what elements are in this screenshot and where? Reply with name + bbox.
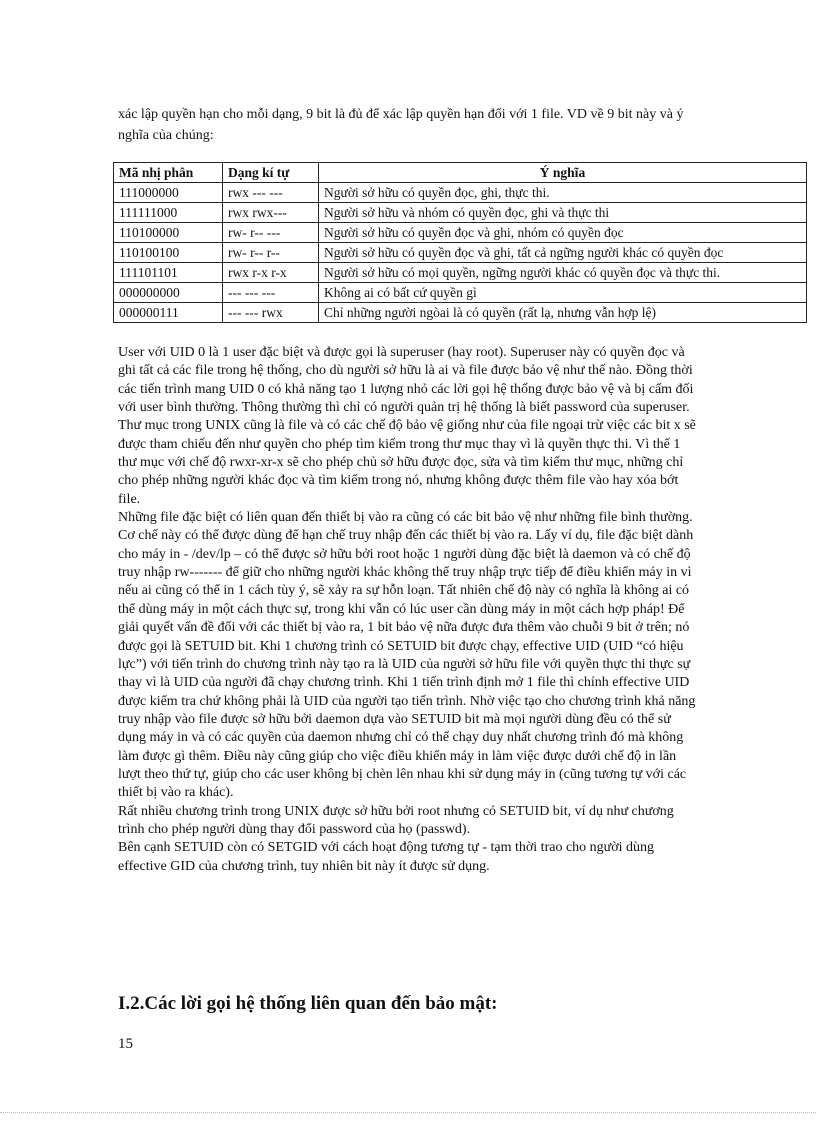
cell-char-form: --- --- rwx: [223, 303, 319, 323]
cell-char-form: rw- r-- r--: [223, 243, 319, 263]
footer-divider: [0, 1112, 816, 1113]
cell-char-form: --- --- ---: [223, 283, 319, 303]
body-text: [118, 344, 698, 876]
cell-meaning: Người sở hữu có quyền đọc và ghi, tất cả ngững người khác có quyền đọc: [319, 243, 807, 263]
cell-char-form: rwx r-x r-x: [223, 263, 319, 283]
permission-table: [113, 162, 807, 323]
table-row: [114, 303, 807, 323]
cell-binary: 110100000: [114, 223, 223, 243]
page-number: 15: [118, 1036, 133, 1052]
cell-binary: 110100100: [114, 243, 223, 263]
cell-meaning: Người sở hữu và nhóm có quyền đọc, ghi và thực thi: [319, 203, 807, 223]
header-binary: Mã nhị phân: [114, 163, 223, 183]
cell-char-form: rwx --- ---: [223, 183, 319, 203]
cell-meaning: Người sở hữu có mọi quyền, ngững người khác có quyền đọc và thực thi.: [319, 263, 807, 283]
cell-binary: 111111000: [114, 203, 223, 223]
section-heading: I.2.Các lời gọi hệ thống liên quan đến bảo mật:: [118, 993, 498, 1014]
paragraph-directories: Thư mục trong UNIX cũng là file và có các chế độ bảo vệ giống như của file ngoại trừ việc các bit x sẽ được tham chiếu đến như quyền cho phép tìm kiếm trong thư mục thay vì là quyền thực thi. Vì thế 1 thư mục với chế độ rwxr-xr-x sẽ cho phép chủ sở hữu được đọc, sửa và tìm kiếm thư mục, những chỉ cho phép những người khác đọc và tìm kiếm trong nó, nhưng không được thêm file vào hay xóa bớt file.: [118, 418, 696, 507]
table-row: [114, 183, 807, 203]
paragraph-setgid: Bên cạnh SETUID còn có SETGID với cách hoạt động tương tự - tạm thời trao cho người dùng effective GID của chương trình, tuy nhiên bit này ít được sử dụng.: [118, 840, 655, 874]
header-char-form: Dạng kí tự: [223, 163, 319, 183]
cell-meaning: Người sở hữu có quyền đọc và ghi, nhóm có quyền đọc: [319, 223, 807, 243]
paragraph-special-files: Những file đặc biệt có liên quan đến thiết bị vào ra cũng có các bit bảo vệ như những file bình thường. Cơ chế này có thể được dùng để hạn chế truy nhập đến các thiết bị vào ra. Lấy ví dụ, file đặc biệt dành cho máy in - /dev/lp – có thể được sở hữu bởi root hoặc 1 người dùng đặc biệt là daemon và có chế độ truy nhập rw------- để giữ cho những người khác không thể truy nhập trực tiếp để điều khiển máy in vì nếu ai cũng có thể in 1 cách tùy ý, sẽ xảy ra sự hỗn loạn. Tất nhiên chế độ này có nghĩa là không ai có thể dùng máy in một cách thực sự, trong khi vẫn có lúc user cần dùng máy in một cách hợp pháp! Để giải quyết vấn đề đối với các thiết bị vào ra, 1 bit bảo vệ nữa được đưa thêm vào chuỗi 9 bit ở trên; nó được gọi là SETUID bit. Khi 1 chương trình có SETUID bit được chạy, effective UID (UID “có hiệu lực”) với tiến trình do chương trình này tạo ra là UID của người sở hữu file với quyền thực thi thực sự thay vì là UID của người đã chạy chương trình. Khi 1 tiến trình định mở 1 file thì chính effective UID được kiểm tra chứ không phải là UID của người tạo tiến trình. Nhờ việc tạo cho chương trình khả năng truy nhập vào file được sở hữu bởi daemon dựa vào SETUID bit mà mọi người dùng đều có thể sử dụng máy in và có các quyền của daemon nhưng chỉ có thể chạy duy nhất chương trình đó mà không làm được gì thêm. Điều này cũng giúp cho việc điều khiển máy in làm việc được dưới chế độ in lần lượt theo thứ tự, giúp cho các user không bị chèn lên nhau khi sử dụng máy in (cũng tương tự với các thiết bị vào ra khác).: [118, 510, 696, 801]
header-meaning: Ý nghĩa: [319, 163, 807, 183]
cell-binary: 111101101: [114, 263, 223, 283]
cell-binary: 111000000: [114, 183, 223, 203]
table-row: [114, 203, 807, 223]
cell-meaning: Chỉ những người ngòai là có quyền (rất lạ, nhưng vẫn hợp lệ): [319, 303, 807, 323]
cell-char-form: rw- r-- ---: [223, 223, 319, 243]
table-header-row: [114, 163, 807, 183]
table-row: [114, 263, 807, 283]
table-row: [114, 243, 807, 263]
paragraph-setuid-programs: Rất nhiều chương trình trong UNIX được sở hữu bởi root nhưng có SETUID bit, ví dụ như chương trình cho phép người dùng thay đổi password của họ (passwd).: [118, 803, 674, 837]
intro-paragraph: xác lập quyền hạn cho mỗi dạng, 9 bit là đủ để xác lập quyền hạn đối với 1 file. VD về 9 bit này và ý nghĩa của chúng:: [118, 107, 684, 143]
paragraph-superuser: User với UID 0 là 1 user đặc biệt và được gọi là superuser (hay root). Superuser này có quyền đọc và ghi tất cả các file trong hệ thống, cho dù người sở hữu là ai và file được bảo vệ như thế nào. Đồng thời các tiến trình mang UID 0 có khả năng tạo 1 lượng nhỏ các lời gọi hệ thống được bảo vệ và bị cấm đối với user bình thường. Thông thường thì chỉ có người quản trị hệ thống là biết password của superuser.: [118, 345, 694, 416]
table-row: [114, 283, 807, 303]
cell-meaning: Người sở hữu có quyền đọc, ghi, thực thi.: [319, 183, 807, 203]
table-row: [114, 223, 807, 243]
cell-binary: 000000111: [114, 303, 223, 323]
cell-binary: 000000000: [114, 283, 223, 303]
cell-char-form: rwx rwx---: [223, 203, 319, 223]
cell-meaning: Không ai có bất cứ quyền gì: [319, 283, 807, 303]
